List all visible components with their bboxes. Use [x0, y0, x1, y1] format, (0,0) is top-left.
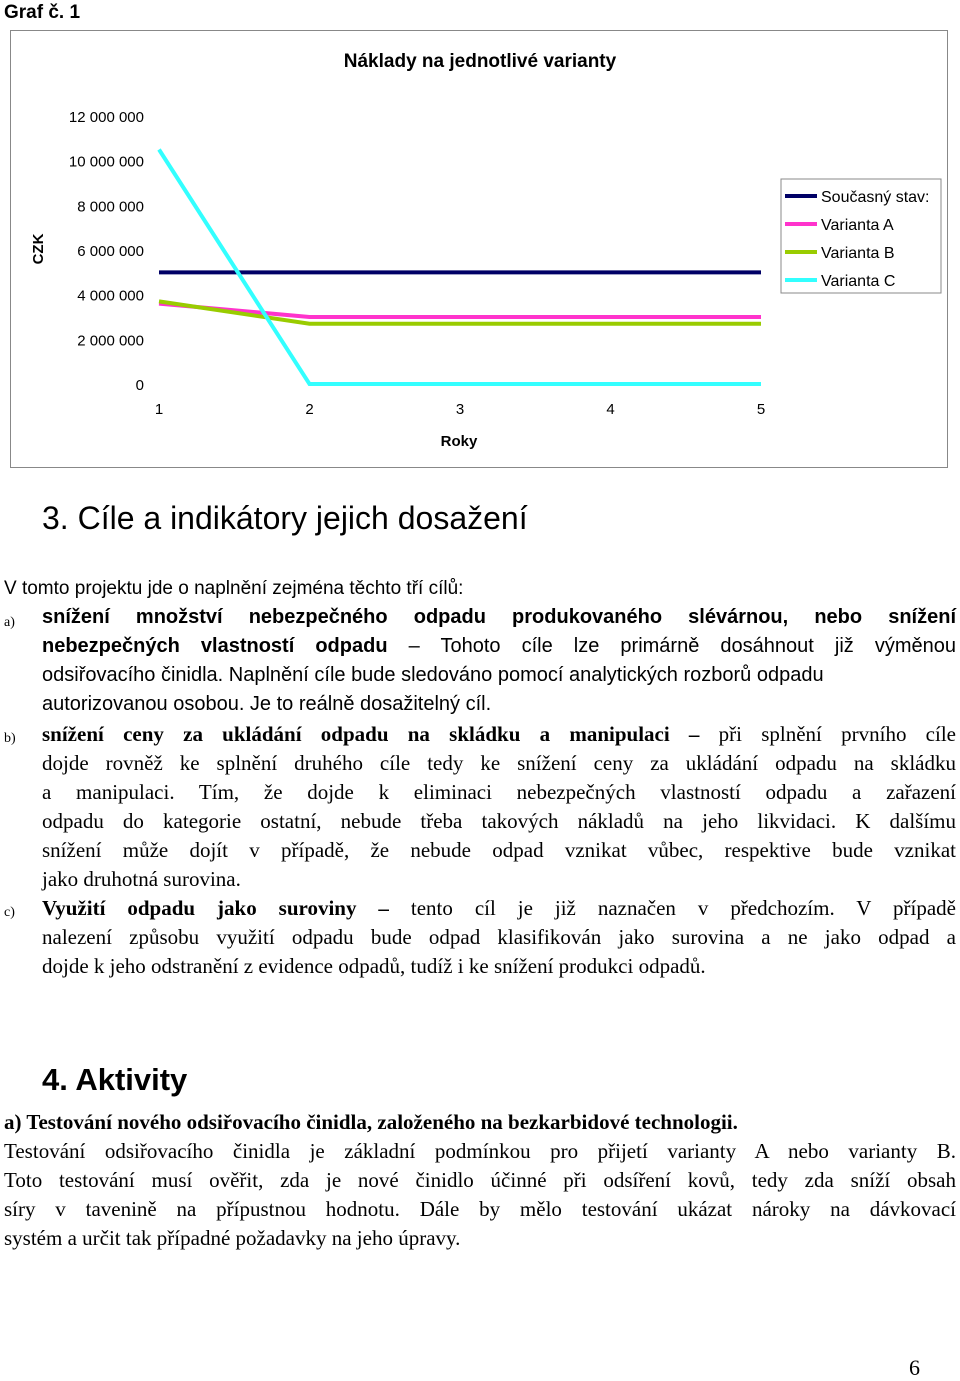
x-axis-label: Roky	[440, 433, 478, 450]
goal-a-marker: a)	[4, 615, 15, 630]
y-tick-label: 12 000 000	[68, 109, 144, 126]
y-axis-label: CZK	[30, 233, 47, 265]
activity-a-line-4: systém a určit tak případné požadavky na jeho úpravy.	[4, 1226, 461, 1250]
goal-b-bold: snížení ceny za ukládání odpadu na skládku a manipulaci –	[42, 722, 700, 746]
activity-a-line-3: síry v tavenině na přípustnou hodnotu. Dále by mělo testování ukázat nároky na dávkovací	[4, 1197, 956, 1221]
legend-label: Varianta C	[821, 273, 896, 290]
goal-a-line-2	[42, 632, 956, 661]
goal-b-line-3: a manipulaci. Tím, že dojde k eliminaci nebezpečných vlastností odpadu a zařazení	[42, 780, 956, 804]
goal-b-rest: při splnění prvního cíle	[699, 722, 956, 746]
goal-c	[42, 894, 956, 981]
y-tick-label: 8 000 000	[77, 198, 144, 216]
chart-frame	[10, 30, 948, 468]
line-chart	[11, 31, 947, 467]
y-tick-label: 4 000 000	[77, 287, 144, 305]
section-3-intro: V tomto projektu jde o naplnění zejména těchto tří cílů:	[4, 578, 464, 599]
legend	[781, 179, 941, 293]
figure-label: Graf č. 1	[4, 2, 81, 23]
y-tick-label: 6 000 000	[77, 243, 144, 260]
x-tick-label: 4	[606, 401, 615, 418]
chart-title: Náklady na jednotlivé varianty	[343, 51, 617, 72]
series-line-4	[159, 150, 761, 385]
y-tick-label: 0	[135, 377, 144, 394]
goal-c-line-3: dojde k jeho odstranění z evidence odpadů, tudíž i ke snížení produkci odpadů.	[42, 954, 706, 978]
goal-c-rest: tento cíl je již naznačen v předchozím. V případě	[388, 896, 956, 920]
series-lines	[159, 150, 761, 385]
x-tick-labels	[155, 401, 765, 418]
x-tick-label: 2	[305, 401, 314, 418]
legend-label: Varianta B	[821, 245, 895, 262]
goal-b	[42, 720, 956, 894]
goal-a-bold: nebezpečných vlastností odpadu	[42, 635, 388, 657]
goal-b-line-6: jako druhotná surovina.	[42, 867, 241, 891]
goal-b-line-5: snížení může dojít v případě, že nebude odpad vznikat vůbec, respektive bude vznikat	[42, 838, 956, 862]
activity-a-heading: a) Testování nového odsiřovacího činidla, založeného na bezkarbidové technologii.	[4, 1110, 738, 1134]
x-tick-label: 3	[455, 401, 465, 418]
goal-c-marker: c)	[4, 905, 15, 920]
goal-b-line-1	[42, 720, 956, 749]
activity-a-line-2: Toto testování musí ověřit, zda je nové činidlo účinné při odsíření kovů, tedy zda sníží obsah	[4, 1168, 956, 1192]
goal-a-line-3-text: odsiřovacího činidla. Naplnění cíle bude sledováno pomocí analytických rozborů odpadu	[42, 664, 824, 686]
y-tick-label: 2 000 000	[77, 332, 144, 350]
x-tick-label: 1	[154, 401, 164, 418]
y-tick-label: 10 000 000	[68, 153, 144, 171]
activity-a	[4, 1108, 956, 1253]
section-3-heading: 3. Cíle a indikátory jejich dosažení	[42, 500, 528, 536]
page-number: 6	[909, 1355, 920, 1380]
goal-c-bold: Využití odpadu jako suroviny –	[42, 896, 389, 920]
y-tick-labels	[69, 109, 144, 394]
goal-b-line-4: odpadu do kategorie ostatní, nebude třeba takových nákladů na jeho likvidaci. K dalšímu	[42, 809, 956, 833]
goal-c-line-1	[42, 894, 956, 923]
goal-a	[42, 603, 956, 719]
goal-a-rest: – Tohoto cíle lze primárně dosáhnout již výměnou	[387, 635, 956, 657]
legend-label: Současný stav:	[821, 189, 930, 206]
goal-a-line-4: autorizovanou osobou. Je to reálně dosažitelný cíl.	[42, 693, 492, 715]
goal-b-marker: b)	[4, 731, 16, 746]
goal-b-line-2: dojde rovněž ke splnění druhého cíle tedy ke snížení ceny za ukládání odpadu na skládku	[42, 751, 956, 775]
x-tick-label: 5	[756, 401, 766, 418]
goal-a-line-3	[42, 661, 956, 690]
goal-c-line-2: nalezení způsobu využití odpadu bude odpad klasifikován jako surovina a ne jako odpad a	[42, 925, 956, 949]
goal-a-line-1: snížení množství nebezpečného odpadu produkovaného slévárnou, nebo snížení	[42, 606, 956, 628]
activity-a-line-1: Testování odsiřovacího činidla je základní podmínkou pro přijetí varianty A nebo varianty B.	[4, 1139, 956, 1163]
legend-label: Varianta A	[821, 217, 894, 234]
section-4-heading: 4. Aktivity	[42, 1062, 188, 1097]
